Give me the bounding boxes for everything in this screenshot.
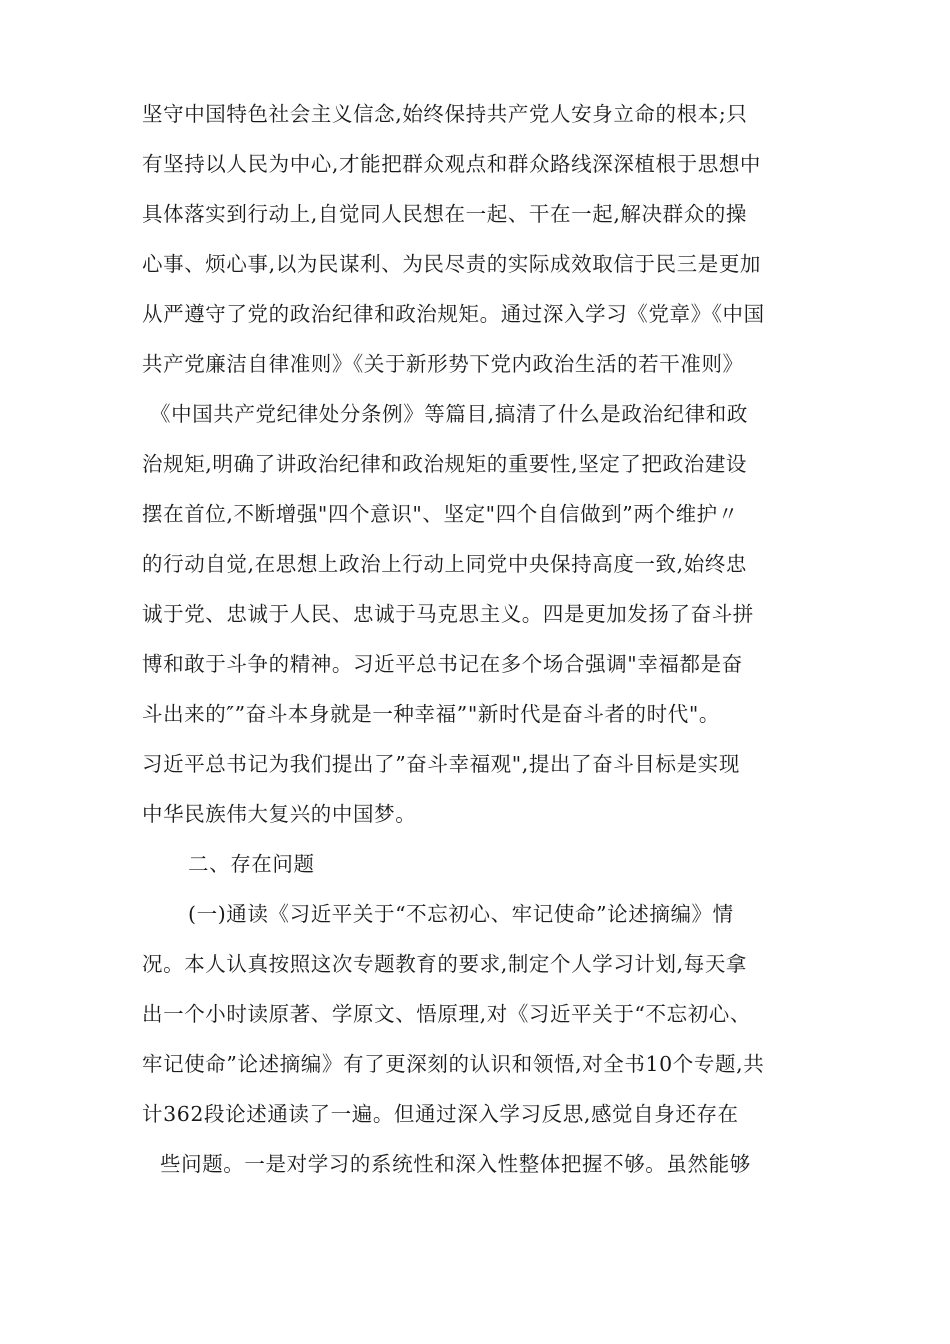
text-line: 治规矩,明确了讲政治纪律和政治规矩的重要性,坚定了把政治建设	[142, 452, 748, 476]
text-line: 习近平总书记为我们提出了”奋斗幸福观",提出了奋斗目标是实现	[142, 752, 740, 776]
text-line: 诚于党、忠诚于人民、忠诚于马克思主义。四是更加发扬了奋斗拼	[142, 602, 754, 626]
text-line: 出一个小时读原著、学原文、悟原理,对《习近平关于“不忘初心、	[142, 1002, 751, 1026]
text-line: (一)通读《习近平关于“不忘初心、牢记使命”论述摘编》情	[188, 902, 734, 926]
text-line: 心事、烦心事,以为民谋利、为民尽责的实际成效取信于民三是更加	[142, 252, 762, 276]
section-heading: 二、存在问题	[188, 852, 315, 876]
text-line: 从严遵守了党的政治纪律和政治规矩。通过深入学习《党章》《中国	[142, 302, 765, 326]
text-line: 博和敢于斗争的精神。习近平总书记在多个场合强调"幸福都是奋	[142, 652, 743, 676]
text-line: 具体落实到行动上,自觉同人民想在一起、干在一起,解决群众的操	[142, 202, 748, 226]
text-line: 的行动自觉,在思想上政治上行动上同党中央保持高度一致,始终忠	[142, 552, 748, 576]
text-line: 坚守中国特色社会主义信念,始终保持共产党人安身立命的根本;只	[142, 102, 748, 126]
text-line: 摆在首位,不断增强"四个意识"、坚定"四个自信做到”两个维护〃	[142, 502, 739, 526]
text-line: 《中国共产党纪律处分条例》等篇目,搞清了什么是政治纪律和政	[150, 402, 748, 426]
text-line: 斗出来的″”奋斗本身就是一种幸福”"新时代是奋斗者的时代"。	[142, 702, 720, 726]
text-line: 些问题。一是对学习的系统性和深入性整体把握不够。虽然能够	[160, 1152, 751, 1176]
text-line: 况。本人认真按照这次专题教育的要求,制定个人学习计划,每天拿	[142, 952, 748, 976]
text-line: 中华民族伟大复兴的中国梦。	[142, 802, 417, 826]
text-line: 共产党廉洁自律准则》《关于新形势下党内政治生活的若干准则》	[142, 352, 744, 376]
text-line: 牢记使命”论述摘编》有了更深刻的认识和领悟,对全书10个专题,共	[142, 1052, 765, 1076]
text-line: 计362段论述通读了一遍。但通过深入学习反思,感觉自身还存在	[142, 1102, 739, 1126]
text-line: 有坚持以人民为中心,才能把群众观点和群众路线深深植根于思想中	[142, 152, 762, 176]
